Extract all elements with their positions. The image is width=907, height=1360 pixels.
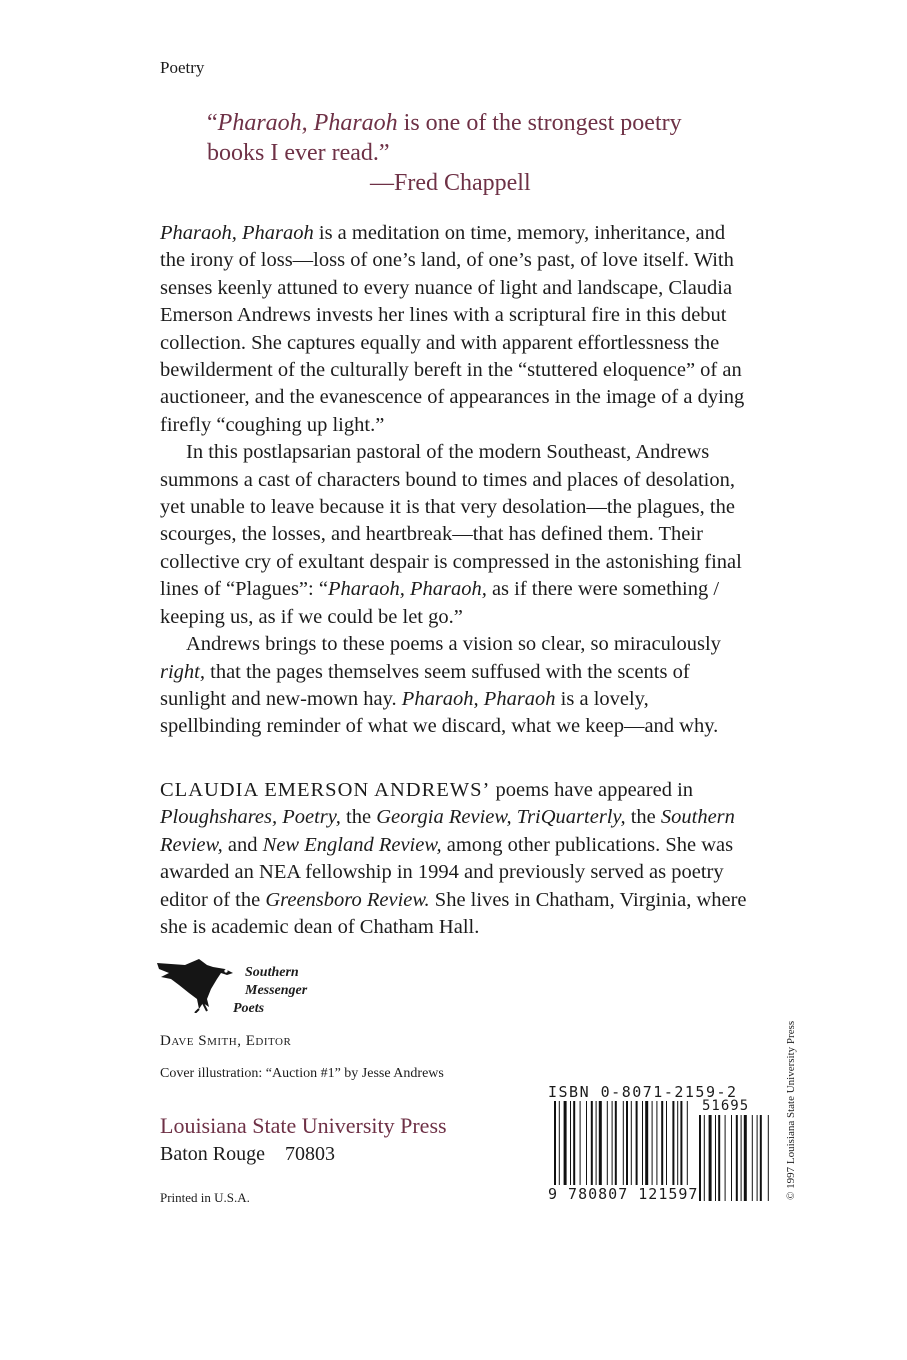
- bio-journal: Southern Review,: [160, 806, 735, 856]
- barcode-bar: [741, 1115, 742, 1201]
- ean-digits: 9 780807 121597: [548, 1185, 699, 1203]
- series-line: Poets: [233, 1001, 265, 1016]
- barcode-bar: [752, 1115, 753, 1201]
- description-text: is a lovely, spellbinding reminder of what we discard, what we keep—and why.: [160, 687, 719, 738]
- series-name: [233, 964, 308, 1018]
- barcode-bar: [760, 1115, 762, 1201]
- description-text: that the pages themselves seem suffused with the scents of sunlight and new-mown hay.: [160, 660, 690, 710]
- bio-text: and: [222, 833, 263, 856]
- quote-text: is one of the strongest poetry books I ever read.”: [207, 110, 682, 166]
- bio-text: the: [340, 806, 377, 829]
- barcode-bar: [704, 1115, 705, 1201]
- blurb-quote: [207, 108, 727, 198]
- description-italic: Pharaoh, Pharaoh,: [327, 578, 487, 601]
- bio-text: among other publications. She was awarded an NEA fellowship in 1994 and previously served as poetry editor of the: [160, 833, 734, 911]
- barcode-bar: [768, 1115, 769, 1201]
- quote-book-title: Pharaoh, Pharaoh: [217, 110, 398, 136]
- description-paragraph-1: [160, 220, 750, 439]
- description-text: Andrews brings to these poems a vision so clear, so miraculously: [186, 633, 721, 656]
- bio-text: poems have appeared in: [490, 779, 694, 801]
- bio-journal: Ploughshares, Poetry,: [160, 806, 341, 829]
- bio-journal: Georgia Review, TriQuarterly,: [376, 806, 626, 829]
- bio-text: She lives in Chatham, Virginia, where she is academic dean of Chatham Hall.: [160, 888, 747, 939]
- isbn-label: ISBN 0-8071-2159-2: [548, 1083, 738, 1101]
- barcode-bar: [718, 1115, 720, 1201]
- series-line: Messenger: [245, 983, 308, 998]
- barcode-bar: [731, 1115, 732, 1201]
- description-book-title: Pharaoh, Pharaoh: [160, 222, 314, 244]
- cover-credit: Cover illustration: “Auction #1” by Jesse Andrews: [160, 1066, 444, 1081]
- quote-attribution: —Fred Chappell: [370, 170, 531, 196]
- quote-open-mark: “: [207, 110, 218, 136]
- addon-digits: 51695: [702, 1098, 750, 1114]
- description-book-title: Pharaoh, Pharaoh: [401, 687, 556, 710]
- bio-journal: Greensboro Review.: [265, 888, 430, 911]
- genre-label: Poetry: [160, 58, 205, 77]
- description-text: as if there were something / keeping us, as if we could be let go.”: [160, 578, 720, 628]
- barcode-bar: [744, 1115, 747, 1201]
- copyright-notice: © 1997 Louisiana State University Press: [785, 1020, 797, 1200]
- barcode-bar: [725, 1115, 726, 1201]
- description-text: In this postlapsarian pastoral of the modern Southeast, Andrews summons a cast of characters bound to times and places of desolation, yet unable to leave because it is that very desolation—the plagues, the scourges, the losses, and heartbreak—that has defined them. Their collective cry of exultant despair is compressed in the astonishing final lines of “Plagues”: “: [160, 441, 742, 601]
- barcode-bar: [709, 1115, 712, 1201]
- description-paragraph-3: [160, 631, 750, 741]
- series-editor: Dave Smith, Editor: [160, 1033, 292, 1049]
- description-italic: right,: [160, 660, 205, 683]
- author-name: CLAUDIA EMERSON ANDREWS’: [160, 779, 491, 801]
- publisher-city: Baton Rouge 70803: [160, 1143, 335, 1165]
- raven-logo-icon: [155, 955, 245, 1013]
- printed-in: Printed in U.S.A.: [160, 1190, 250, 1205]
- book-description: [160, 220, 750, 741]
- barcode-bar: [757, 1115, 758, 1201]
- barcode-bar: [736, 1115, 738, 1201]
- series-line: Southern: [245, 965, 299, 980]
- barcode-bar: [699, 1115, 701, 1201]
- bio-text: the: [625, 806, 661, 829]
- addon-bars: [699, 1115, 769, 1201]
- publisher-name: Louisiana State University Press: [160, 1113, 447, 1138]
- bio-journal: New England Review,: [262, 833, 442, 856]
- author-bio: [160, 777, 750, 941]
- barcode-bar: [715, 1115, 716, 1201]
- description-text: is a meditation on time, memory, inheritance, and the irony of loss—loss of one’s land, of one’s past, of love itself. With senses keenly attuned to every nuance of light and landscape, Claudia Emerson Andrews invests her lines with a scriptural fire in this debut collection. She captures equally and with apparent effortlessness the bewilderment of the culturally bereft in the “stuttered eloquence” of an auctioneer, and the evanescence of appearances in the image of a dying firefly “coughing up light.”: [160, 222, 745, 436]
- description-paragraph-2: [160, 439, 750, 631]
